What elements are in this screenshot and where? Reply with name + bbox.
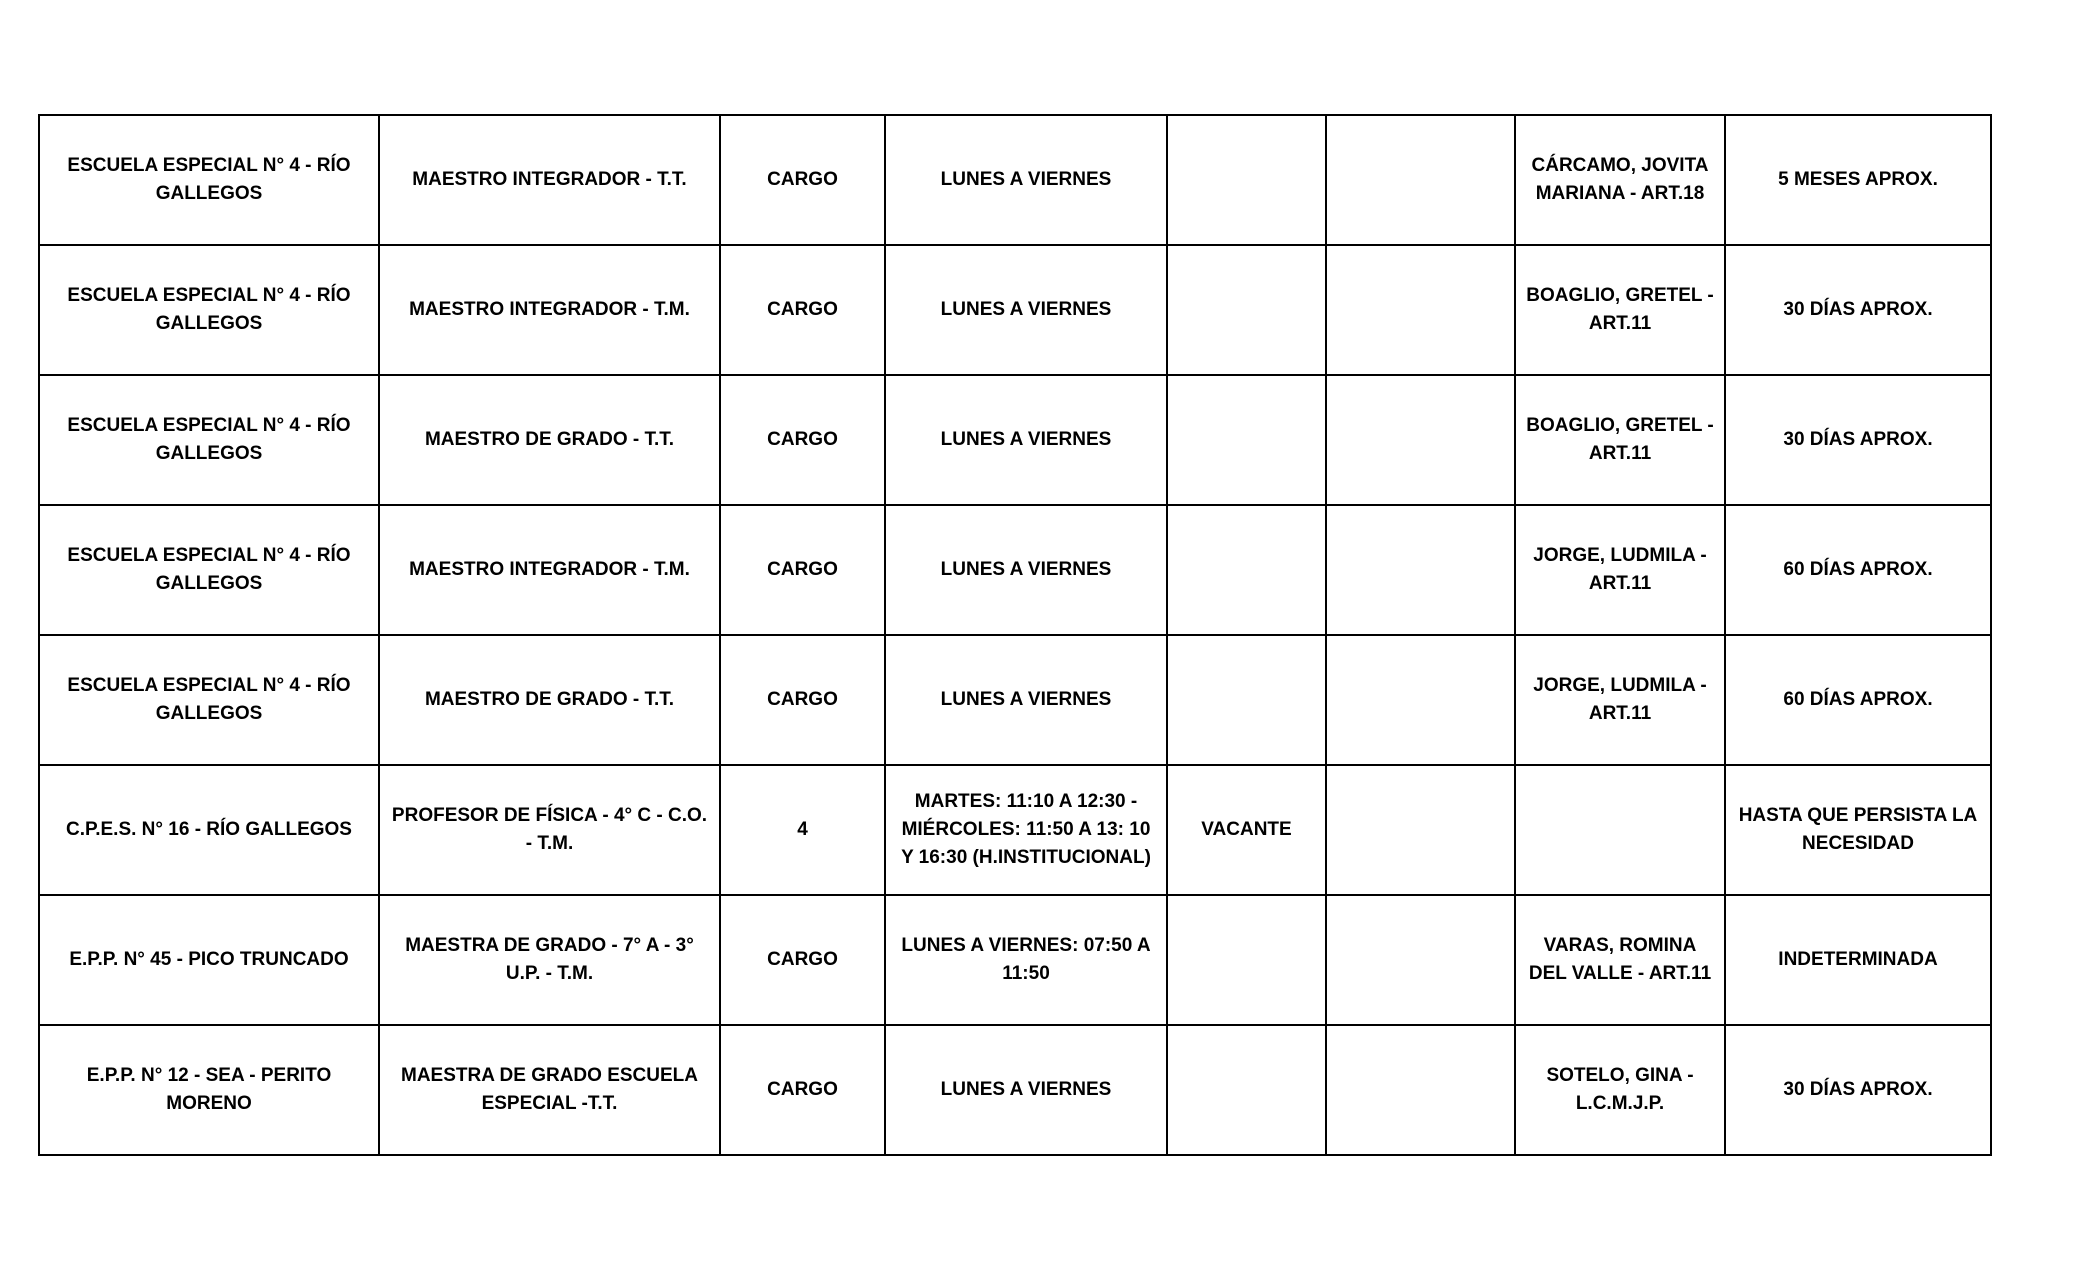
extra-cell [1326, 1025, 1515, 1155]
table-row [39, 765, 1991, 895]
school-cell: ESCUELA ESPECIAL N° 4 - RÍO GALLEGOS [39, 505, 379, 635]
vacancy-table [38, 114, 1992, 1156]
duration-cell: INDETERMINADA [1725, 895, 1991, 1025]
table-row [39, 505, 1991, 635]
schedule-cell: MARTES: 11:10 A 12:30 - MIÉRCOLES: 11:50 A 13: 10 Y 16:30 (H.INSTITUCIONAL) [885, 765, 1167, 895]
type-cell: CARGO [720, 115, 885, 245]
school-cell: ESCUELA ESPECIAL N° 4 - RÍO GALLEGOS [39, 635, 379, 765]
schedule-cell: LUNES A VIERNES: 07:50 A 11:50 [885, 895, 1167, 1025]
replaces-cell: BOAGLIO, GRETEL - ART.11 [1515, 245, 1725, 375]
type-cell: CARGO [720, 245, 885, 375]
replaces-cell: VARAS, ROMINA DEL VALLE - ART.11 [1515, 895, 1725, 1025]
school-cell: ESCUELA ESPECIAL N° 4 - RÍO GALLEGOS [39, 245, 379, 375]
type-cell: CARGO [720, 635, 885, 765]
type-cell: CARGO [720, 1025, 885, 1155]
extra-cell [1326, 505, 1515, 635]
schedule-cell: LUNES A VIERNES [885, 245, 1167, 375]
school-cell: E.P.P. N° 12 - SEA - PERITO MORENO [39, 1025, 379, 1155]
schedule-cell: LUNES A VIERNES [885, 375, 1167, 505]
duration-cell: 5 MESES APROX. [1725, 115, 1991, 245]
table-row [39, 375, 1991, 505]
extra-cell [1326, 635, 1515, 765]
replaces-cell [1515, 765, 1725, 895]
type-cell: CARGO [720, 505, 885, 635]
position-cell: MAESTRO DE GRADO - T.T. [379, 375, 720, 505]
replaces-cell: CÁRCAMO, JOVITA MARIANA - ART.18 [1515, 115, 1725, 245]
type-cell: 4 [720, 765, 885, 895]
table-row [39, 1025, 1991, 1155]
extra-cell [1326, 115, 1515, 245]
replaces-cell: BOAGLIO, GRETEL - ART.11 [1515, 375, 1725, 505]
position-cell: MAESTRO INTEGRADOR - T.M. [379, 505, 720, 635]
position-cell: MAESTRO DE GRADO - T.T. [379, 635, 720, 765]
position-cell: MAESTRO INTEGRADOR - T.T. [379, 115, 720, 245]
replaces-cell: JORGE, LUDMILA - ART.11 [1515, 635, 1725, 765]
extra-cell [1326, 245, 1515, 375]
table-row [39, 895, 1991, 1025]
school-cell: C.P.E.S. N° 16 - RÍO GALLEGOS [39, 765, 379, 895]
position-cell: PROFESOR DE FÍSICA - 4° C - C.O. - T.M. [379, 765, 720, 895]
extra-cell [1326, 375, 1515, 505]
status-cell [1167, 505, 1326, 635]
school-cell: E.P.P. N° 45 - PICO TRUNCADO [39, 895, 379, 1025]
duration-cell: 30 DÍAS APROX. [1725, 375, 1991, 505]
position-cell: MAESTRA DE GRADO - 7° A - 3° U.P. - T.M. [379, 895, 720, 1025]
duration-cell: 60 DÍAS APROX. [1725, 635, 1991, 765]
table-row [39, 115, 1991, 245]
position-cell: MAESTRA DE GRADO ESCUELA ESPECIAL -T.T. [379, 1025, 720, 1155]
status-cell [1167, 115, 1326, 245]
type-cell: CARGO [720, 375, 885, 505]
status-cell [1167, 895, 1326, 1025]
schedule-cell: LUNES A VIERNES [885, 635, 1167, 765]
schedule-cell: LUNES A VIERNES [885, 1025, 1167, 1155]
duration-cell: 30 DÍAS APROX. [1725, 245, 1991, 375]
status-cell [1167, 635, 1326, 765]
table-row [39, 635, 1991, 765]
school-cell: ESCUELA ESPECIAL N° 4 - RÍO GALLEGOS [39, 115, 379, 245]
schedule-cell: LUNES A VIERNES [885, 505, 1167, 635]
school-cell: ESCUELA ESPECIAL N° 4 - RÍO GALLEGOS [39, 375, 379, 505]
table-row [39, 245, 1991, 375]
extra-cell [1326, 765, 1515, 895]
extra-cell [1326, 895, 1515, 1025]
replaces-cell: JORGE, LUDMILA - ART.11 [1515, 505, 1725, 635]
status-cell: VACANTE [1167, 765, 1326, 895]
schedule-cell: LUNES A VIERNES [885, 115, 1167, 245]
duration-cell: 30 DÍAS APROX. [1725, 1025, 1991, 1155]
position-cell: MAESTRO INTEGRADOR - T.M. [379, 245, 720, 375]
duration-cell: HASTA QUE PERSISTA LA NECESIDAD [1725, 765, 1991, 895]
status-cell [1167, 375, 1326, 505]
replaces-cell: SOTELO, GINA - L.C.M.J.P. [1515, 1025, 1725, 1155]
duration-cell: 60 DÍAS APROX. [1725, 505, 1991, 635]
type-cell: CARGO [720, 895, 885, 1025]
status-cell [1167, 245, 1326, 375]
status-cell [1167, 1025, 1326, 1155]
